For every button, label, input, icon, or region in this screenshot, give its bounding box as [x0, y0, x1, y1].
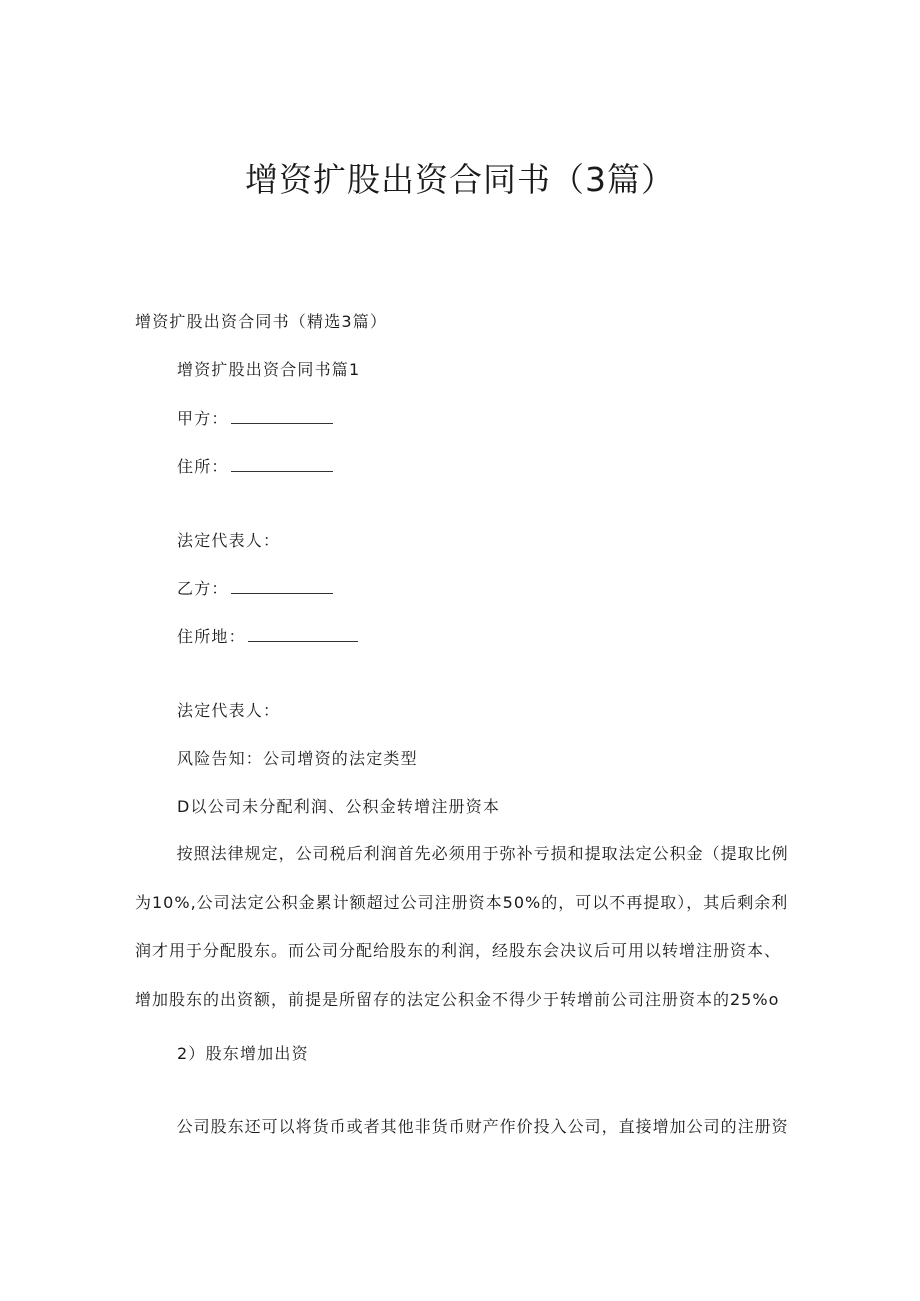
party-a-label: 甲方： — [177, 409, 229, 428]
paragraph-1: 按照法律规定，公司税后利润首先必须用于弥补亏损和提取法定公积金（提取比例为10%,公司法定公积金累计额超过公司注册资本50%的，可以不再提取），其后剩余利润才用于分配股东。而公司分配给股东的利润，经股东会决议后可用以转增注册资本、增加股东的出资额，前提是所留存的法定公积金不得少于转增前公司注册资本的25%o — [135, 844, 789, 1009]
party-a-row — [177, 408, 333, 430]
address2-row — [177, 626, 358, 648]
party-b-row — [177, 578, 333, 600]
party-b-blank-line — [231, 579, 333, 594]
party-b-label: 乙方： — [177, 579, 229, 598]
address2-blank-line — [248, 627, 358, 642]
item-2: 2）股东增加出资 — [177, 1044, 309, 1063]
item-1: D以公司未分配利润、公积金转增注册资本 — [177, 797, 501, 816]
party-a-blank-line — [231, 409, 333, 424]
document-title: 增资扩股出资合同书（3篇） — [245, 160, 675, 199]
article-heading: 增资扩股出资合同书篇1 — [177, 360, 361, 379]
address2-label: 住所地： — [177, 627, 246, 646]
address-label: 住所： — [177, 457, 229, 476]
address-row — [177, 456, 333, 478]
document-subtitle: 增资扩股出资合同书（精选3篇） — [135, 312, 388, 331]
paragraph-2: 公司股东还可以将货币或者其他非货币财产作价投入公司，直接增加公司的注册资 — [176, 1117, 789, 1136]
legal-rep-b: 法定代表人： — [177, 701, 281, 720]
risk-notice: 风险告知：公司增资的法定类型 — [177, 749, 418, 768]
legal-rep-a: 法定代表人： — [177, 531, 281, 550]
address-blank-line — [231, 457, 333, 472]
